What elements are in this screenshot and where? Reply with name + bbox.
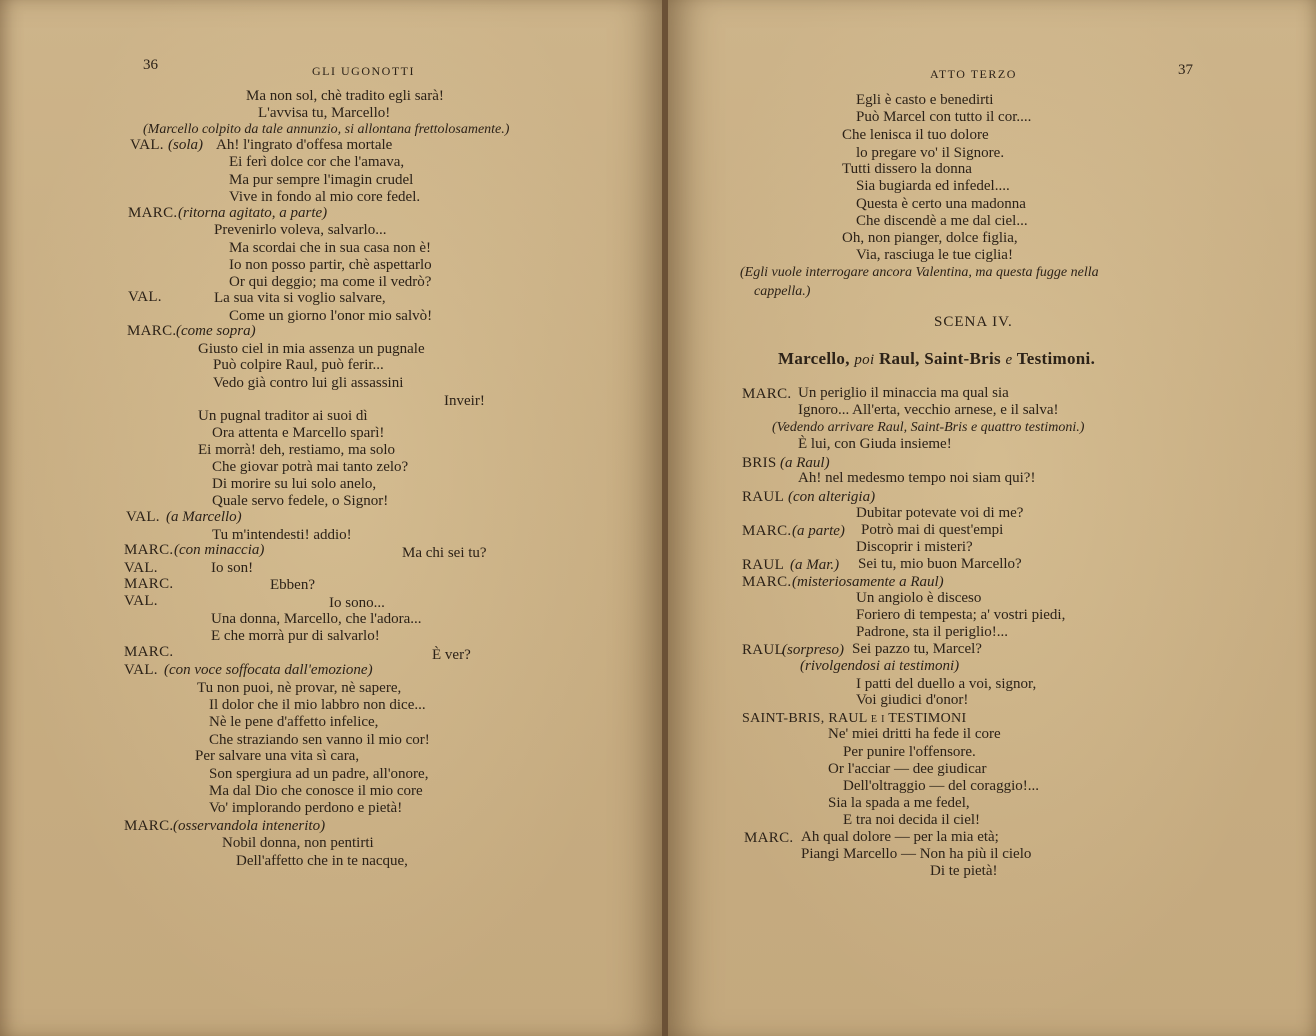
verse-line: Ne' miei dritti ha fede il core: [828, 726, 1001, 742]
verse-line: E tra noi decida il ciel!: [843, 812, 981, 828]
stage-direction: (a parte): [792, 523, 845, 539]
verse-line: Può Marcel con tutto il cor....: [856, 109, 1032, 125]
verse-line: Son spergiura ad un padre, all'onore,: [209, 766, 429, 782]
verse-line: Padrone, sta il periglio!...: [856, 624, 1009, 640]
speaker: RAUL: [742, 557, 785, 573]
verse-line: Dubitar potevate voi di me?: [856, 505, 1024, 521]
character-name: Marcello,: [778, 349, 850, 368]
verse-line: Vedo già contro lui gli assassini: [213, 375, 404, 391]
verse-line: Ah! nel medesmo tempo noi siam qui?!: [798, 470, 1036, 486]
verse-line: Per salvare una vita sì cara,: [195, 748, 360, 764]
stage-direction: (a Raul): [780, 455, 830, 471]
verse-line: Io non posso partir, chè aspettarlo: [229, 257, 432, 273]
speaker: MARC.: [124, 576, 174, 592]
running-head: ATTO TERZO: [930, 67, 1017, 81]
stage-direction: (Marcello colpito da tale annunzio, si allontana frettolosamente.): [143, 122, 510, 137]
verse-line: Tutti dissero la donna: [842, 161, 972, 177]
character-name: Testimoni.: [1016, 349, 1096, 368]
verse-line: Dell'oltraggio — del coraggio!...: [843, 778, 1039, 794]
verse-line: Prevenirlo voleva, salvarlo...: [214, 222, 387, 238]
verse-line: Che straziando sen vanno il mio cor!: [209, 732, 430, 748]
verse-line: Sei pazzo tu, Marcel?: [852, 641, 982, 657]
verse-line: Di morire su lui solo anelo,: [212, 476, 377, 492]
scene-heading: SCENA IV.: [934, 314, 1013, 330]
verse-line: Dell'affetto che in te nacque,: [236, 853, 408, 869]
stage-direction: (con alterigia): [788, 489, 876, 505]
speaker: MARC.: [124, 644, 174, 660]
speaker: VAL.: [130, 137, 164, 153]
stage-direction: (ritorna agitato, a parte): [178, 205, 328, 221]
stage-direction: (con voce soffocata dall'emozione): [164, 662, 373, 678]
stage-direction: (a Mar.): [790, 557, 840, 573]
verse-line: Per punire l'offensore.: [843, 744, 976, 760]
verse-line: Ah! l'ingrato d'offesa mortale: [216, 137, 393, 153]
verse-line: L'avvisa tu, Marcello!: [258, 105, 391, 121]
speaker: RAUL: [742, 489, 785, 505]
speaker: VAL.: [124, 560, 158, 576]
stage-direction: cappella.): [754, 284, 811, 299]
verse-line: È lui, con Giuda insieme!: [798, 436, 952, 452]
verse-line: Giusto ciel in mia assenza un pugnale: [198, 341, 425, 357]
verse-line: Sia la spada a me fedel,: [828, 795, 970, 811]
verse-line: Or qui deggio; ma come il vedrò?: [229, 274, 432, 290]
character-name: Raul, Saint-Bris: [878, 349, 1001, 368]
verse-line: Ma scordai che in sua casa non è!: [229, 240, 432, 256]
verse-line: Discoprir i misteri?: [856, 539, 973, 555]
verse-line: Foriero di tempesta; a' vostri piedi,: [856, 607, 1066, 623]
speaker: VAL.: [124, 662, 158, 678]
verse-line: I patti del duello a voi, signor,: [856, 676, 1037, 692]
verse-line: Un periglio il minaccia ma qual sia: [798, 385, 1009, 401]
scene-characters: [778, 350, 1095, 369]
verse-line: Or l'acciar — dee giudicar: [828, 761, 987, 777]
speaker: RAUL: [742, 642, 785, 658]
verse-line: lo pregare vo' il Signore.: [856, 145, 1005, 161]
stage-direction: (sola): [168, 137, 203, 153]
speaker: SAINT-BRIS, RAUL e i TESTIMONI: [742, 711, 967, 726]
speaker: BRIS: [742, 455, 777, 471]
verse-line: Potrò mai di quest'empi: [861, 522, 1004, 538]
verse-line: Ma non sol, chè tradito egli sarà!: [246, 88, 444, 104]
verse-line: Ora attenta e Marcello sparì!: [212, 425, 385, 441]
verse-line: Tu non puoi, nè provar, nè sapere,: [197, 680, 402, 696]
verse-line: Sia bugiarda ed infedel....: [856, 178, 1010, 194]
verse-line: Quale servo fedele, o Signor!: [212, 493, 389, 509]
verse-line: Ei morrà! deh, restiamo, ma solo: [198, 442, 396, 458]
verse-line: Di te pietà!: [930, 863, 998, 879]
verse-line: Tu m'intendesti! addio!: [212, 527, 352, 543]
stage-direction: (come sopra): [176, 323, 256, 339]
verse-line: Egli è casto e benedirti: [856, 92, 994, 108]
verse-line: Che discendè a me dal ciel...: [856, 213, 1028, 229]
speaker: VAL.: [128, 289, 162, 305]
verse-line: Voi giudici d'onor!: [856, 692, 969, 708]
stage-direction: (Vedendo arrivare Raul, Saint-Bris e quattro testimoni.): [772, 420, 1085, 435]
speaker: MARC.: [124, 542, 174, 558]
verse-line: Ma pur sempre l'imagin crudel: [229, 172, 414, 188]
speaker: MARC.: [742, 386, 792, 402]
verse-line: Ma chi sei tu?: [402, 545, 487, 561]
verse-line: Questa è certo una madonna: [856, 196, 1026, 212]
verse-line: Che giovar potrà mai tanto zelo?: [212, 459, 409, 475]
verse-line: Vive in fondo al mio core fedel.: [229, 189, 421, 205]
verse-line: Nobil donna, non pentirti: [222, 835, 374, 851]
verse-line: Inveir!: [444, 393, 485, 409]
speaker: MARC.: [127, 323, 177, 339]
verse-line: E che morrà pur di salvarlo!: [211, 628, 380, 644]
stage-direction: (con minaccia): [174, 542, 265, 558]
stage-direction: (osservandola intenerito): [173, 818, 326, 834]
verse-line: Via, rasciuga le tue ciglia!: [856, 247, 1013, 263]
verse-line: Una donna, Marcello, che l'adora...: [211, 611, 422, 627]
speaker: MARC.: [742, 523, 792, 539]
verse-line: Vo' implorando perdono e pietà!: [209, 800, 403, 816]
verse-line: È ver?: [432, 647, 471, 663]
connective: e: [1005, 352, 1013, 368]
verse-line: Ma dal Dio che conosce il mio core: [209, 783, 423, 799]
verse-line: Nè le pene d'affetto infelice,: [209, 714, 379, 730]
speaker: VAL.: [124, 593, 158, 609]
speaker: MARC.: [128, 205, 178, 221]
page-number: 36: [143, 57, 158, 73]
verse-line: Sei tu, mio buon Marcello?: [858, 556, 1022, 572]
verse-line: Io sono...: [329, 595, 385, 611]
speaker: MARC.: [744, 830, 794, 846]
page-number: 37: [1178, 62, 1193, 78]
verse-line: Oh, non pianger, dolce figlia,: [842, 230, 1018, 246]
speaker: MARC.: [742, 574, 792, 590]
speaker: MARC.: [124, 818, 174, 834]
verse-line: La sua vita si voglio salvare,: [214, 290, 386, 306]
right-page: [668, 0, 1316, 1036]
verse-line: Io son!: [211, 560, 254, 576]
verse-line: Un angiolo è disceso: [856, 590, 982, 606]
verse-line: Piangi Marcello — Non ha più il cielo: [801, 846, 1032, 862]
verse-line: Può colpire Raul, può ferir...: [213, 357, 384, 373]
connective: poi: [854, 352, 875, 368]
verse-line: Come un giorno l'onor mio salvò!: [229, 308, 433, 324]
stage-direction: (Egli vuole interrogare ancora Valentina, ma questa fugge nella: [740, 265, 1099, 280]
verse-line: Ebben?: [270, 577, 315, 593]
speaker: VAL.: [126, 509, 160, 525]
stage-direction: (misteriosamente a Raul): [792, 574, 944, 590]
running-head: GLI UGONOTTI: [312, 64, 415, 78]
verse-line: Il dolor che il mio labbro non dice...: [209, 697, 426, 713]
verse-line: Ignoro... All'erta, vecchio arnese, e il salva!: [798, 402, 1059, 418]
verse-line: Ei ferì dolce cor che l'amava,: [229, 154, 405, 170]
stage-direction: (sorpreso): [782, 642, 844, 658]
stage-direction: (rivolgendosi ai testimoni): [800, 658, 960, 674]
verse-line: Che lenisca il tuo dolore: [842, 127, 989, 143]
stage-direction: (a Marcello): [166, 509, 242, 525]
verse-line: Ah qual dolore — per la mia età;: [801, 829, 999, 845]
verse-line: Un pugnal traditor ai suoi dì: [198, 408, 368, 424]
